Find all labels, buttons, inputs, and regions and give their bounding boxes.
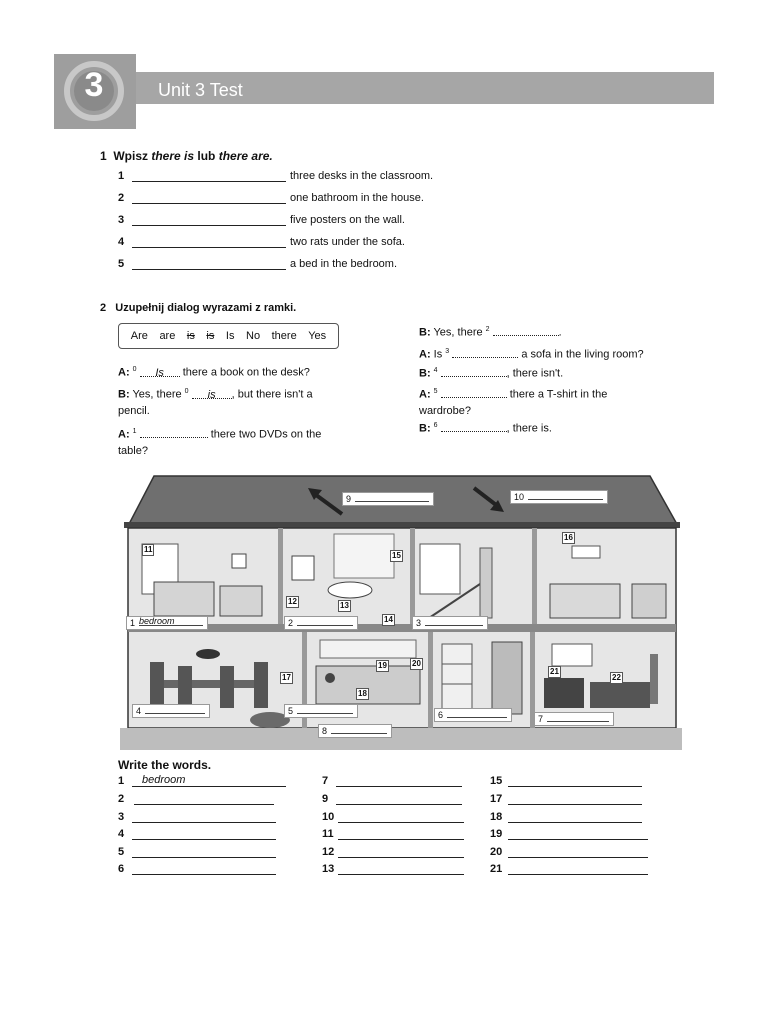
- word-row: [118, 863, 276, 875]
- write-words-title: Write the words.: [118, 758, 212, 772]
- dialog-line-b2: [419, 322, 689, 341]
- word-row: [118, 775, 286, 787]
- item-number: 1: [118, 170, 125, 182]
- item-tag-16: 16: [564, 533, 573, 542]
- house-illustration: [120, 474, 682, 750]
- word-number: 20: [490, 846, 503, 858]
- item-tag-22: 22: [612, 673, 621, 682]
- dialog-line-b4: [419, 363, 689, 382]
- label-answer-blank[interactable]: [297, 706, 353, 714]
- word-answer-blank[interactable]: [132, 848, 276, 858]
- word-number: 5: [118, 846, 125, 858]
- instruction-text: Uzupełnij dialog wyrazami z ramki.: [115, 302, 297, 314]
- word-answer-blank[interactable]: [508, 830, 648, 840]
- item-text: five posters on the wall.: [290, 214, 405, 226]
- item-tag-19: 19: [378, 661, 387, 670]
- word-item: there: [271, 330, 297, 342]
- word-answer-blank[interactable]: [338, 813, 464, 823]
- word-number: 11: [322, 828, 334, 840]
- exercise-1-item: [118, 170, 433, 182]
- item-tag-15: 15: [392, 551, 401, 560]
- label-box-2: [284, 616, 358, 630]
- answer-blank[interactable]: [441, 386, 507, 398]
- dialog-text: there a T-shirt in the: [509, 388, 608, 401]
- word-number: 12: [322, 846, 335, 858]
- word-number: 3: [118, 811, 125, 823]
- word-answer-blank[interactable]: [336, 795, 462, 805]
- gap-number: 6: [433, 422, 438, 429]
- dialog-text: there a book on the desk?: [182, 366, 310, 379]
- label-box-9: [342, 492, 434, 506]
- word-number: 21: [490, 863, 503, 875]
- example-answer-text: bedroom: [142, 774, 186, 786]
- label-number: 7: [538, 714, 544, 724]
- label-number: 9: [346, 494, 352, 504]
- item-tag-14: 14: [384, 615, 393, 624]
- exercise-1-item: [118, 214, 405, 226]
- word-number: 15: [490, 775, 503, 787]
- word-number: 17: [490, 793, 503, 805]
- item-number: 5: [118, 258, 125, 270]
- label-box-4: [132, 704, 210, 718]
- word-answer-blank[interactable]: [336, 777, 462, 787]
- instruction-emphasis: there is: [151, 149, 195, 163]
- exercise-1-item: [118, 192, 424, 204]
- unit-number: 3: [84, 66, 104, 104]
- word-row: [118, 828, 276, 840]
- label-answer-blank[interactable]: [447, 710, 507, 718]
- word-row: [322, 863, 464, 875]
- dialog-text: , there is.: [506, 422, 552, 435]
- item-number: 3: [118, 214, 125, 226]
- item-text: two rats under the sofa.: [290, 236, 405, 248]
- speaker-label: B:: [419, 326, 431, 339]
- exercise-1-item: [118, 236, 405, 248]
- label-number: 3: [416, 618, 422, 628]
- word-item: Is: [225, 330, 235, 342]
- label-box-8: [318, 724, 392, 738]
- answer-blank[interactable]: [493, 324, 559, 336]
- dialog-line-b0: [118, 384, 348, 419]
- word-answer-blank[interactable]: [134, 795, 274, 805]
- word-number: 13: [322, 863, 335, 875]
- word-answer-blank[interactable]: [508, 777, 642, 787]
- item-tag-21: 21: [550, 667, 559, 676]
- word-row: [322, 828, 464, 840]
- word-item: are: [159, 330, 176, 342]
- word-number: 9: [322, 793, 329, 805]
- label-number: 8: [322, 726, 328, 736]
- gap-number: 3: [445, 348, 450, 355]
- label-box-6: [434, 708, 512, 722]
- item-text: three desks in the classroom.: [290, 170, 434, 182]
- answer-blank[interactable]: [132, 259, 286, 270]
- word-answer-blank[interactable]: [338, 865, 464, 875]
- instruction-emphasis: there are.: [218, 149, 273, 163]
- item-tag-12: 12: [288, 597, 297, 606]
- example-answer: Is: [140, 365, 180, 377]
- label-answer-blank[interactable]: [425, 618, 483, 626]
- word-answer-blank[interactable]: [132, 813, 276, 823]
- label-answer-blank[interactable]: [145, 706, 205, 714]
- label-box-5: [284, 704, 358, 718]
- word-number: 18: [490, 811, 503, 823]
- item-tag-20: 20: [412, 659, 421, 668]
- dialog-text: Yes, there: [433, 326, 483, 339]
- word-answer-blank[interactable]: [508, 848, 648, 858]
- word-answer-blank[interactable]: [508, 795, 642, 805]
- dialog-text: wardrobe?: [419, 404, 471, 417]
- label-answer-blank[interactable]: [297, 618, 353, 626]
- dialog-line-a1: [118, 424, 348, 459]
- dialog-text: a sofa in the living room?: [521, 348, 644, 361]
- dialog-text: , but there isn't a: [231, 388, 313, 401]
- word-row: [118, 793, 274, 805]
- speaker-label: A:: [419, 348, 431, 361]
- item-text: a bed in the bedroom.: [290, 258, 398, 270]
- label-box-10: [510, 490, 608, 504]
- label-number: 10: [514, 492, 525, 502]
- word-answer-blank[interactable]: [132, 865, 276, 875]
- answer-blank[interactable]: [441, 365, 507, 377]
- answer-blank[interactable]: [452, 346, 518, 358]
- word-number: 1: [118, 775, 125, 787]
- word-row: [322, 775, 462, 787]
- label-number: 4: [136, 706, 142, 716]
- item-tag-13: 13: [340, 601, 349, 610]
- label-box-7: [534, 712, 614, 726]
- instruction-text: Wpisz: [113, 149, 152, 163]
- word-number: 19: [490, 828, 503, 840]
- word-answer-blank[interactable]: [338, 830, 464, 840]
- word-row: [490, 846, 648, 858]
- label-number: 2: [288, 618, 294, 628]
- label-number: 6: [438, 710, 444, 720]
- word-item: Are: [130, 330, 148, 342]
- word-row: [490, 811, 642, 823]
- answer-blank[interactable]: [132, 193, 286, 204]
- dialog-line-a0: [118, 362, 348, 381]
- label-answer-blank[interactable]: [355, 494, 429, 502]
- speaker-label: A:: [419, 388, 431, 401]
- word-answer-blank[interactable]: [508, 813, 642, 823]
- word-box: [118, 323, 339, 349]
- dialog-line-b6: [419, 418, 689, 437]
- dialog-text: , there isn't.: [506, 367, 564, 380]
- label-answer-blank[interactable]: [528, 492, 603, 500]
- page-title: Unit 3 Test: [158, 80, 243, 100]
- dialog-text: .: [558, 326, 562, 339]
- word-row: [322, 793, 462, 805]
- word-item: No: [246, 330, 261, 342]
- dialog-line-a5: [419, 384, 689, 419]
- word-number: 10: [322, 811, 335, 823]
- dialog-text: table?: [118, 444, 148, 457]
- item-tag-11: 11: [144, 545, 153, 554]
- example-answer: is: [192, 387, 232, 399]
- answer-blank[interactable]: [132, 237, 286, 248]
- label-number: 1: [130, 618, 136, 628]
- word-number: 2: [118, 793, 125, 805]
- speaker-label: B:: [118, 388, 130, 401]
- word-row: [490, 793, 642, 805]
- instruction-text: lub: [194, 149, 219, 163]
- word-row: [322, 846, 464, 858]
- answer-blank[interactable]: [132, 171, 286, 182]
- gap-number: 5: [433, 388, 438, 395]
- dialog-text: there two DVDs on the: [210, 428, 322, 441]
- word-item-used: is: [206, 330, 215, 342]
- exercise-2-title: [100, 302, 296, 314]
- answer-blank[interactable]: [441, 420, 507, 432]
- label-answer-blank[interactable]: [547, 714, 609, 722]
- speaker-label: B:: [419, 422, 431, 435]
- word-row: [490, 775, 642, 787]
- exercise-1-item: [118, 258, 397, 270]
- label-answer-example: bedroom: [139, 618, 203, 626]
- exercise-number: 2: [100, 302, 107, 314]
- gap-number: 1: [132, 428, 137, 435]
- word-row: [118, 811, 276, 823]
- item-tag-17: 17: [282, 673, 291, 682]
- word-item-used: is: [186, 330, 195, 342]
- word-number: 6: [118, 863, 125, 875]
- gap-number: 0: [132, 366, 137, 373]
- exercise-number: 1: [100, 149, 107, 163]
- speaker-label: A:: [118, 428, 130, 441]
- speaker-label: B:: [419, 367, 431, 380]
- exercise-1-title: [100, 149, 273, 163]
- word-answer-example: [132, 774, 286, 787]
- item-tag-18: 18: [358, 689, 367, 698]
- word-item: Yes: [308, 330, 327, 342]
- item-text: one bathroom in the house.: [290, 192, 424, 204]
- word-answer-blank[interactable]: [132, 830, 276, 840]
- dialog-line-a3: [419, 344, 689, 363]
- label-number: 5: [288, 706, 294, 716]
- item-number: 4: [118, 236, 125, 248]
- answer-blank[interactable]: [132, 215, 286, 226]
- dialog-text: pencil.: [118, 404, 150, 417]
- word-row: [490, 863, 648, 875]
- word-row: [118, 846, 276, 858]
- gap-number: 0: [184, 388, 189, 395]
- word-answer-blank[interactable]: [338, 848, 464, 858]
- word-row: [490, 828, 648, 840]
- speaker-label: A:: [118, 366, 130, 379]
- label-box-3: [412, 616, 488, 630]
- word-number: 4: [118, 828, 125, 840]
- item-number: 2: [118, 192, 125, 204]
- word-number: 7: [322, 775, 329, 787]
- dialog-text: Yes, there: [132, 388, 182, 401]
- label-box-1: [126, 616, 208, 630]
- answer-blank[interactable]: [140, 426, 208, 438]
- word-row: [322, 811, 464, 823]
- gap-number: 2: [485, 326, 490, 333]
- dialog-text: Is: [433, 348, 443, 361]
- label-answer-blank[interactable]: [331, 726, 387, 734]
- word-answer-blank[interactable]: [508, 865, 648, 875]
- gap-number: 4: [433, 367, 438, 374]
